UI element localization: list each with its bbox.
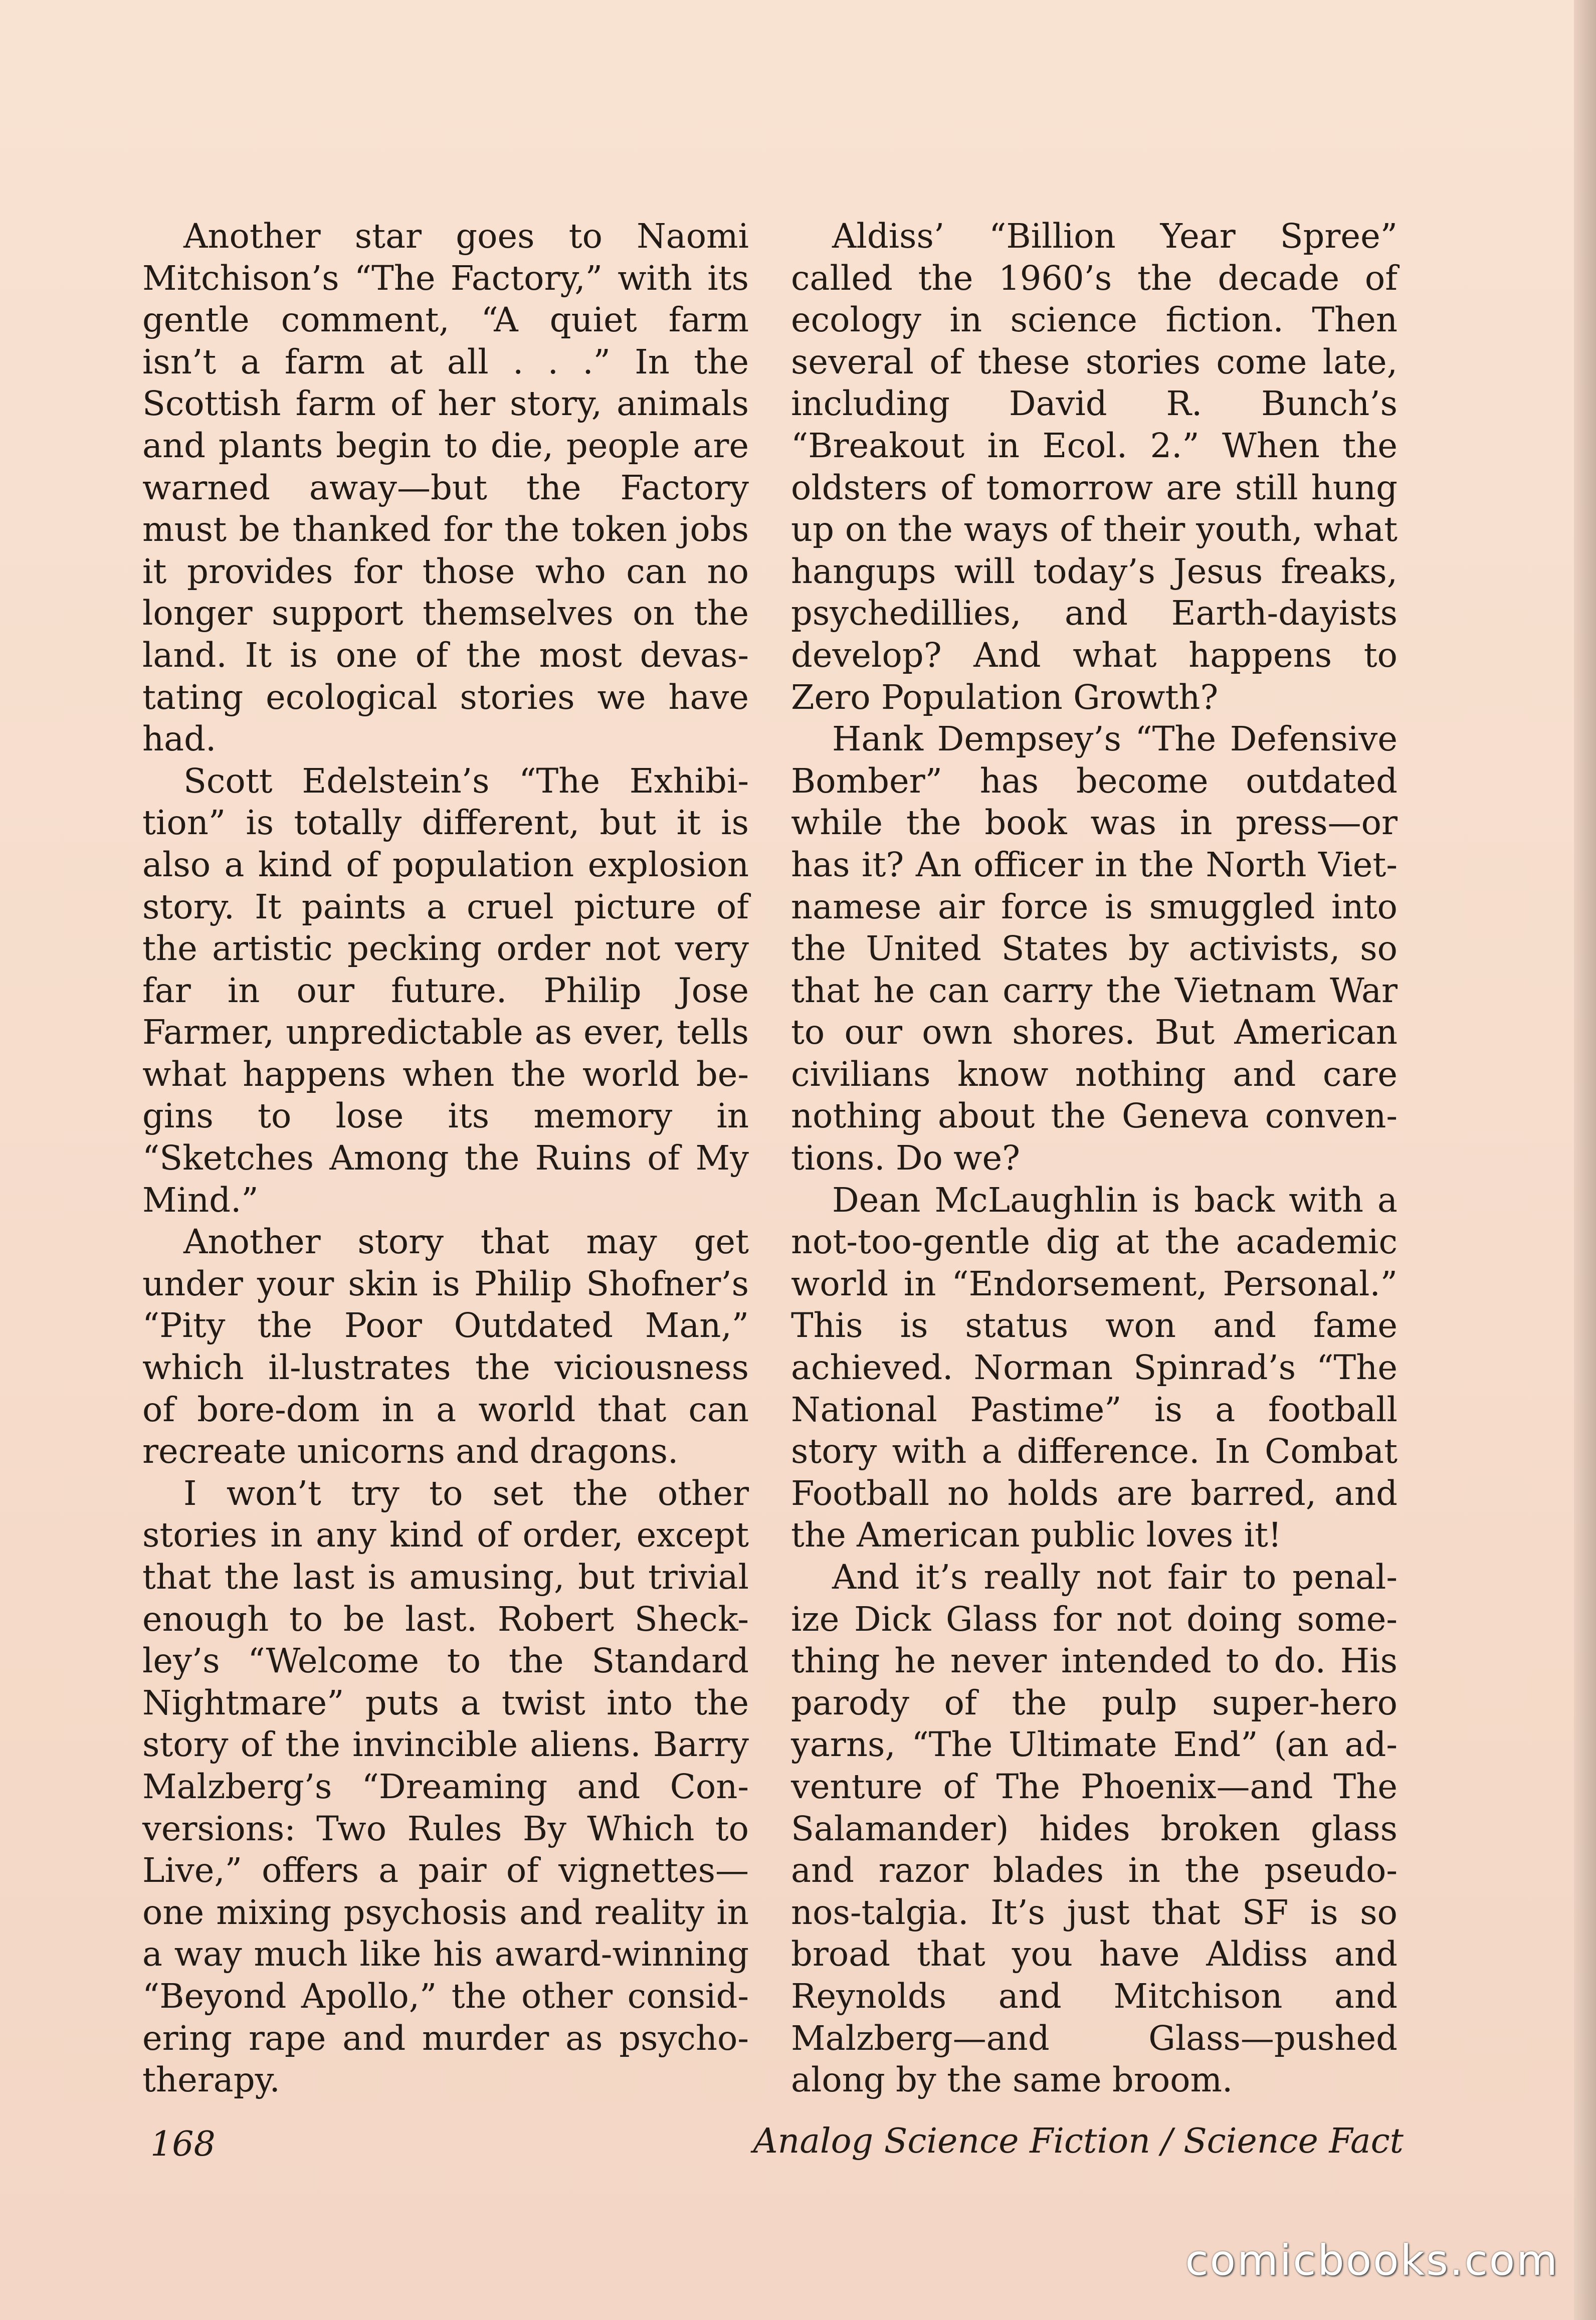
paragraph: Dean McLaughlin is back with a not-too-gentle dig at the academic world in “Endorsement, Personal.” This is status won and fame achieved. Norman Spinrad’s “The National Pastime” is a football story with a difference. In Combat Football no holds are barred, and the American public loves it! [791, 1180, 1398, 1555]
left-column [142, 216, 749, 2101]
paragraph: Another story that may get under your skin is Philip Shofner’s “Pity the Poor Outdated Man,” which il-lustrates the viciousness of bore-dom in a world that can recreate unicorns and dragons. [142, 1222, 749, 1471]
page-number: 168 [150, 2124, 216, 2164]
running-title: Analog Science Fiction / Science Fact [753, 2121, 1404, 2161]
paragraph: Aldiss’ “Billion Year Spree” called the 1960’s the decade of ecology in science fiction. Then several of these stories come late, including David R. Bunch’s “Breakout in Ecol. 2.” When the oldsters of tomorrow are still hung up on the ways of their youth, what hangups will today’s Jesus freaks, psychedillies, and Earth-dayists develop? And what happens to Zero Population Growth? [791, 217, 1398, 717]
right-column [791, 216, 1398, 2101]
paragraph: Another star goes to Naomi Mitchison’s “The Factory,” with its gentle comment, “A quiet farm isn’t a farm at all . . .” In the Scottish farm of her story, animals and plants begin to die, people are warned away—but the Factory must be thanked for the token jobs it provides for those who can no longer support themselves on the land. It is one of the most devas-tating ecological stories we have had. [142, 217, 749, 759]
paragraph: And it’s really not fair to penal-ize Dick Glass for not doing some-thing he never intended to do. His parody of the pulp super-hero yarns, “The Ultimate End” (an ad-venture of The Phoenix—and The Salamander) hides broken glass and razor blades in the pseudo-nos-talgia. It’s just that SF is so broad that you have Aldiss and Reynolds and Mitchison and Malzberg—and Glass—pushed along by the same broom. [791, 1558, 1398, 2100]
paragraph: Scott Edelstein’s “The Exhibi-tion” is totally different, but it is also a kind of population explosion story. It paints a cruel picture of the artistic pecking order not very far in our future. Philip Jose Farmer, unpredictable as ever, tells what happens when the world be-gins to lose its memory in “Sketches Among the Ruins of My Mind.” [142, 761, 749, 1220]
paragraph: I won’t try to set the other stories in any kind of order, except that the last is amusing, but trivial enough to be last. Robert Sheck-ley’s “Welcome to the Standard Nightmare” puts a twist into the story of the invincible aliens. Barry Malzberg’s “Dreaming and Con-versions: Two Rules By Which to Live,” offers a pair of vignettes—one mixing psychosis and reality in a way much like his award-winning “Beyond Apollo,” the other consid-ering rape and murder as psycho-therapy. [142, 1473, 749, 2100]
watermark: comicbooks.com [1185, 2236, 1559, 2285]
page-edge [1574, 0, 1596, 2320]
paragraph: Hank Dempsey’s “The Defensive Bomber” has become outdated while the book was in press—or has it? An officer in the North Viet-namese air force is smuggled into the United States by activists, so that he can carry the Vietnam War to our own shores. But American civilians know nothing and care nothing about the Geneva conven-tions. Do we? [791, 719, 1398, 1178]
